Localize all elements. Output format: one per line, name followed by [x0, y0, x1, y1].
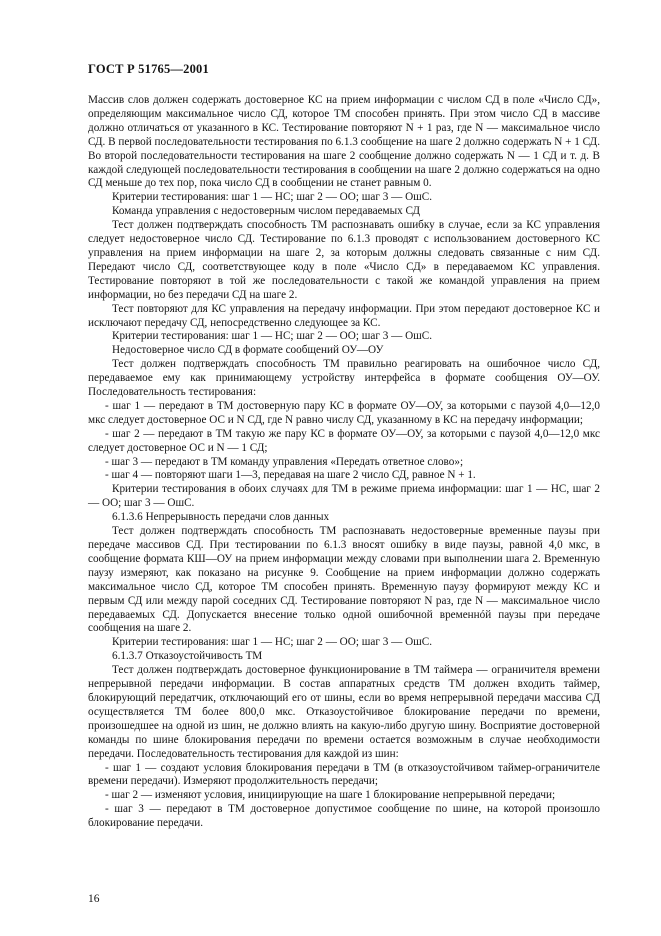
paragraph: Тест должен подтверждать способность ТМ распознавать недостоверные временные паузы при передаче массивов СД. При тестировании по 6.1.3 вносят ошибку в виде паузы, равной 4,0 мкс, в сообщение формата КШ—ОУ на прием информации между словами при выполнении шага 2. Временную паузу измеряют, как показано на рисунке 9. Сообщение на прием информации должно содержать максимальное число СД, которое ТМ способен принять. Временную паузу формируют между КС и первым СД или между парой соседних СД. Тестирование повторяют N раз, где N — максимальное число передаваемых СД. Допускается внесение только одной ошибочной временнóй паузы при передаче сообщения на шаге 2.: [88, 525, 600, 635]
paragraph: Критерии тестирования в обоих случаях для ТМ в режиме приема информации: шаг 1 — НС, шаг 2 — ОО; шаг 3 — ОшС.: [88, 483, 600, 510]
list-item: - шаг 3 — передают в ТМ команду управления «Передать ответное слово»;: [105, 455, 464, 468]
paragraph: Команда управления с недостоверным числом передаваемых СД: [112, 205, 421, 218]
paragraph: Критерии тестирования: шаг 1 — НС; шаг 2 — ОО; шаг 3 — ОшС.: [112, 636, 433, 649]
paragraph: Критерии тестирования: шаг 1 — НС; шаг 2 — ОО; шаг 3 — ОшС.: [112, 330, 433, 343]
list-item: - шаг 1 — передают в ТМ достоверную пару КС в формате ОУ—ОУ, за которыми с паузой 4,0—12,0 мкс следует достоверное ОС и N СД, где N равно числу СД, указанному в КС на передачу информации;: [88, 399, 600, 426]
document-body: [88, 94, 600, 831]
paragraph: Тест повторяют для КС управления на передачу информации. При этом передают достоверное КС и исключают передачу СД, непосредственно следующее за КС.: [88, 302, 600, 329]
paragraph: Тест должен подтверждать способность ТМ распознавать ошибку в случае, если за КС управления следует недостоверное число СД. Тестирование по 6.1.3 проводят с использованием достоверного КС управления на прием информации на шаге 2, за которым должны следовать связанные с ним СД. Передают число СД, соответствующее коду в поле «Число СД» в передаваемом КС управления. Тестирование повторяют в той же последовательности с такой же командой управления на прием информации, но без передачи СД на шаге 2.: [88, 219, 600, 301]
list-item: - шаг 2 — изменяют условия, инициирующие на шаге 1 блокирование непрерывной передачи;: [105, 789, 556, 802]
paragraph: Недостоверное число СД в формате сообщений ОУ—ОУ: [112, 344, 384, 357]
paragraph: Тест должен подтверждать способность ТМ правильно реагировать на ошибочное число СД, передаваемое ему как принимающему устройству интерфейса в формате сообщения ОУ—ОУ. Последовательность тестирования:: [88, 358, 600, 399]
document-header: ГОСТ Р 51765—2001: [88, 62, 209, 76]
section-heading: 6.1.3.6 Непрерывность передачи слов данных: [112, 511, 330, 524]
paragraph: Массив слов должен содержать достоверное КС на прием информации с числом СД в поле «Число СД», определяющим максимальное число СД, которое ТМ способен принять. При этом число СД в массиве должно отличаться от указанного в КС. Тестирование повторяют N + 1 раз, где N — максимальное число СД. В первой последовательности тестирования по 6.1.3 сообщение на шаге 2 должно содержать N + 1 СД. Во второй последовательности тестирования на шаге 2 сообщение должно содержать N — 1 СД и т. д. В каждой следующей последовательности тестирования в сообщении на шаге 2 должно содержаться на одно СД меньше до тех пор, пока число СД в сообщении не станет равным 0.: [88, 94, 600, 190]
list-item: - шаг 3 — передают в ТМ достоверное допустимое сообщение по шине, на которой произошло блокирование передачи.: [88, 803, 600, 830]
list-item: - шаг 2 — передают в ТМ такую же пару КС в формате ОУ—ОУ, за которыми с паузой 4,0—12,0 мкс следует достоверное ОС и N — 1 СД;: [88, 427, 600, 454]
paragraph: Критерии тестирования: шаг 1 — НС; шаг 2 — ОО; шаг 3 — ОшС.: [112, 191, 433, 204]
page-number: 16: [88, 893, 100, 905]
paragraph: Тест должен подтверждать достоверное функционирование в ТМ таймера — ограничителя времени непрерывной передачи информации. В состав аппаратных средств ТМ должен входить таймер, блокирующий передатчик, отключающий его от шины, если во время непрерывной передачи массива СД осуществляется ТМ более 800,0 мкс. Отказоустойчивое блокирование передачи по времени, произошедшее на одной из шин, не должно влиять на какую-либо другую шину. Восприятие достоверной команды по шине блокирования передачи по времени остается возможным в случае необходимости передачи. Последовательность тестирования для каждой из шин:: [88, 664, 600, 760]
list-item: - шаг 1 — создают условия блокирования передачи в ТМ (в отказоустойчивом таймер-ограничителе времени передачи). Измеряют продолжительность передачи;: [88, 761, 600, 788]
section-heading: 6.1.3.7 Отказоустойчивость ТМ: [112, 650, 263, 663]
list-item: - шаг 4 — повторяют шаги 1—3, передавая на шаге 2 число СД, равное N + 1.: [105, 469, 476, 482]
